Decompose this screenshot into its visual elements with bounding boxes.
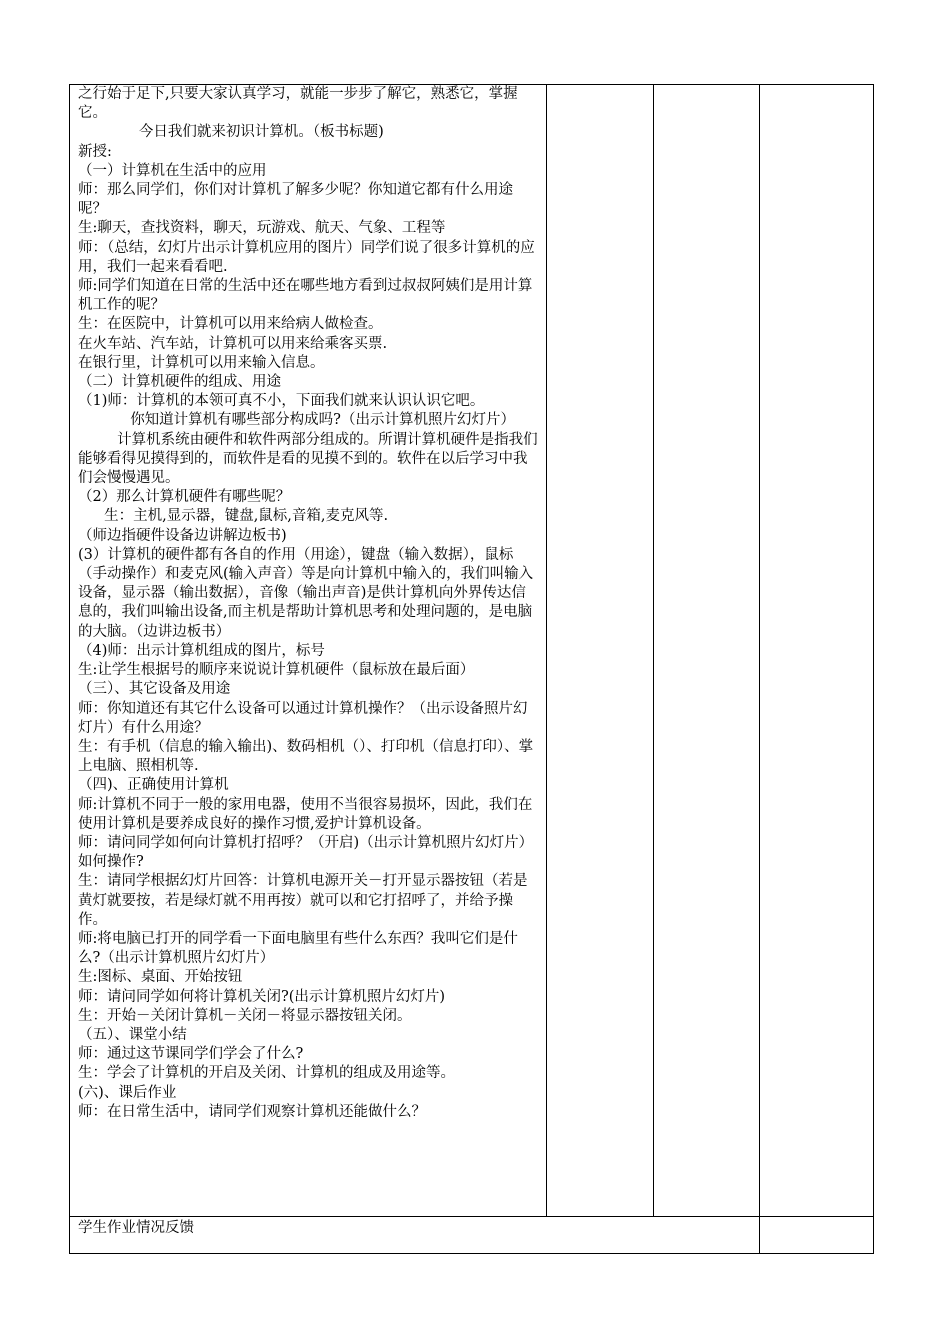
feedback-value-cell: [760, 1217, 874, 1254]
lesson-paragraph: 师：请问同学如何将计算机关闭?(出示计算机照片幻灯片): [78, 988, 446, 1005]
lesson-paragraph: 之行始于足下,只要大家认真学习，就能一步步了解它，熟悉它，掌握它。: [78, 86, 518, 122]
feedback-label-cell: [70, 1217, 760, 1254]
lesson-paragraph: 师：你知道还有其它什么设备可以通过计算机操作？（出示设备照片幻灯片）有什么用途？: [78, 700, 528, 736]
lesson-paragraph: 生：主机,显示器，键盘,鼠标,音箱,麦克风等.: [104, 508, 389, 525]
lesson-paragraph: （师边指硬件设备边讲解边板书): [78, 527, 287, 544]
lesson-paragraph: 生：学会了计算机的开启及关闭、计算机的组成及用途等。: [78, 1065, 455, 1082]
lesson-paragraph: 生：请同学根据幻灯片回答：计算机电源开关－打开显示器按钮（若是黄灯就要按，若是绿灯就不用再按）就可以和它打招呼了，并给予操作。: [78, 873, 528, 928]
lesson-paragraph: （二）计算机硬件的组成、用途: [78, 374, 281, 391]
lesson-paragraph: 师：在日常生活中，请同学们观察计算机还能做什么？: [78, 1103, 426, 1120]
lesson-paragraph: （1)师：计算机的本领可真不小，下面我们就来认识认识它吧。: [78, 393, 485, 410]
lesson-paragraph: 生：有手机（信息的输入输出)、数码相机（）、打印机（信息打印）、掌上电脑、照相机等.: [78, 738, 534, 775]
lesson-paragraph: 师：通过这节课同学们学会了什么?: [78, 1046, 304, 1063]
lesson-paragraph: 师:同学们知道在日常的生活中还在哪些地方看到过叔叔阿姨们是用计算机工作的呢？: [78, 278, 533, 314]
lesson-paragraph: 今日我们就来初识计算机。（板书标题): [138, 124, 384, 141]
lesson-content-row: [70, 85, 874, 1217]
lesson-paragraph: （4)师：出示计算机组成的图片，标号: [78, 642, 325, 659]
lesson-paragraph: (3）计算机的硬件都有各自的作用（用途），键盘（输入数据），鼠标（手动操作）和麦克风(输入声音）等是向计算机中输入的，我们叫输入设备，显示器（输出数据），音像（输出声音)是供计算机向外界传达信息的，我们叫输出设备,而主机是帮助计算机思考和处理问题的，是电脑的大脑。（边讲边板书）: [78, 546, 534, 640]
lesson-paragraph: （2）那么计算机硬件有哪些呢？: [78, 489, 291, 506]
lesson-content: [70, 85, 546, 1122]
lesson-paragraph: 在火车站、汽车站，计算机可以用来给乘客买票.: [78, 335, 388, 352]
lesson-paragraph: 师：（总结，幻灯片出示计算机应用的图片）同学们说了很多计算机的应用，我们一起来看看吧.: [78, 239, 535, 275]
lesson-paragraph: 师:将电脑已打开的同学看一下面电脑里有些什么东西？我叫它们是什么?（出示计算机照片幻灯片）: [78, 930, 518, 967]
lesson-paragraph: 生:聊天，查找资料，聊天，玩游戏、航天、气象、工程等: [78, 220, 446, 237]
lesson-paragraph: 你知道计算机有哪些部分构成吗?（出示计算机照片幻灯片）: [130, 412, 515, 429]
empty-cell-column-2: [547, 85, 654, 1217]
lesson-content-cell: [70, 85, 547, 1217]
lesson-paragraph: 新授:: [78, 143, 112, 160]
feedback-label: 学生作业情况反馈: [78, 1220, 194, 1236]
lesson-paragraph: 师:计算机不同于一般的家用电器，使用不当很容易损坏，因此，我们在使用计算机是要养成良好的操作习惯,爱护计算机设备。: [78, 796, 533, 832]
lesson-paragraph: （三）、其它设备及用途: [78, 681, 231, 698]
lesson-paragraph: (六)、课后作业: [78, 1084, 177, 1101]
lesson-paragraph: 生：在医院中，计算机可以用来给病人做检查。: [78, 316, 383, 333]
lesson-paragraph: （四)、正确使用计算机: [78, 777, 229, 794]
lesson-paragraph: 计算机系统由硬件和软件两部分组成的。所谓计算机硬件是指我们能够看得见摸得到的，而软件是看的见摸不到的。软件在以后学习中我们会慢慢遇见。: [78, 431, 538, 487]
lesson-paragraph: 生:让学生根据号的顺序来说说计算机硬件（鼠标放在最后面）: [78, 662, 475, 679]
empty-cell-column-3: [654, 85, 760, 1217]
lesson-plan-table: [69, 84, 874, 1254]
lesson-paragraph: 师：请问同学如何向计算机打招呼？（开启)（出示计算机照片幻灯片）如何操作?: [78, 834, 534, 871]
lesson-paragraph: 生:图标、桌面、开始按钮: [78, 969, 243, 986]
lesson-paragraph: （五）、课堂小结: [78, 1026, 187, 1043]
feedback-row: [70, 1217, 874, 1254]
empty-cell-column-4: [760, 85, 874, 1217]
lesson-paragraph: 师：那么同学们，你们对计算机了解多少呢？你知道它都有什么用途呢？: [78, 182, 513, 218]
lesson-paragraph: （一）计算机在生活中的应用: [78, 162, 267, 179]
lesson-paragraph: 生：开始－关闭计算机－关闭－将显示器按钮关闭。: [78, 1007, 412, 1024]
lesson-paragraph: 在银行里，计算机可以用来输入信息。: [78, 354, 325, 371]
